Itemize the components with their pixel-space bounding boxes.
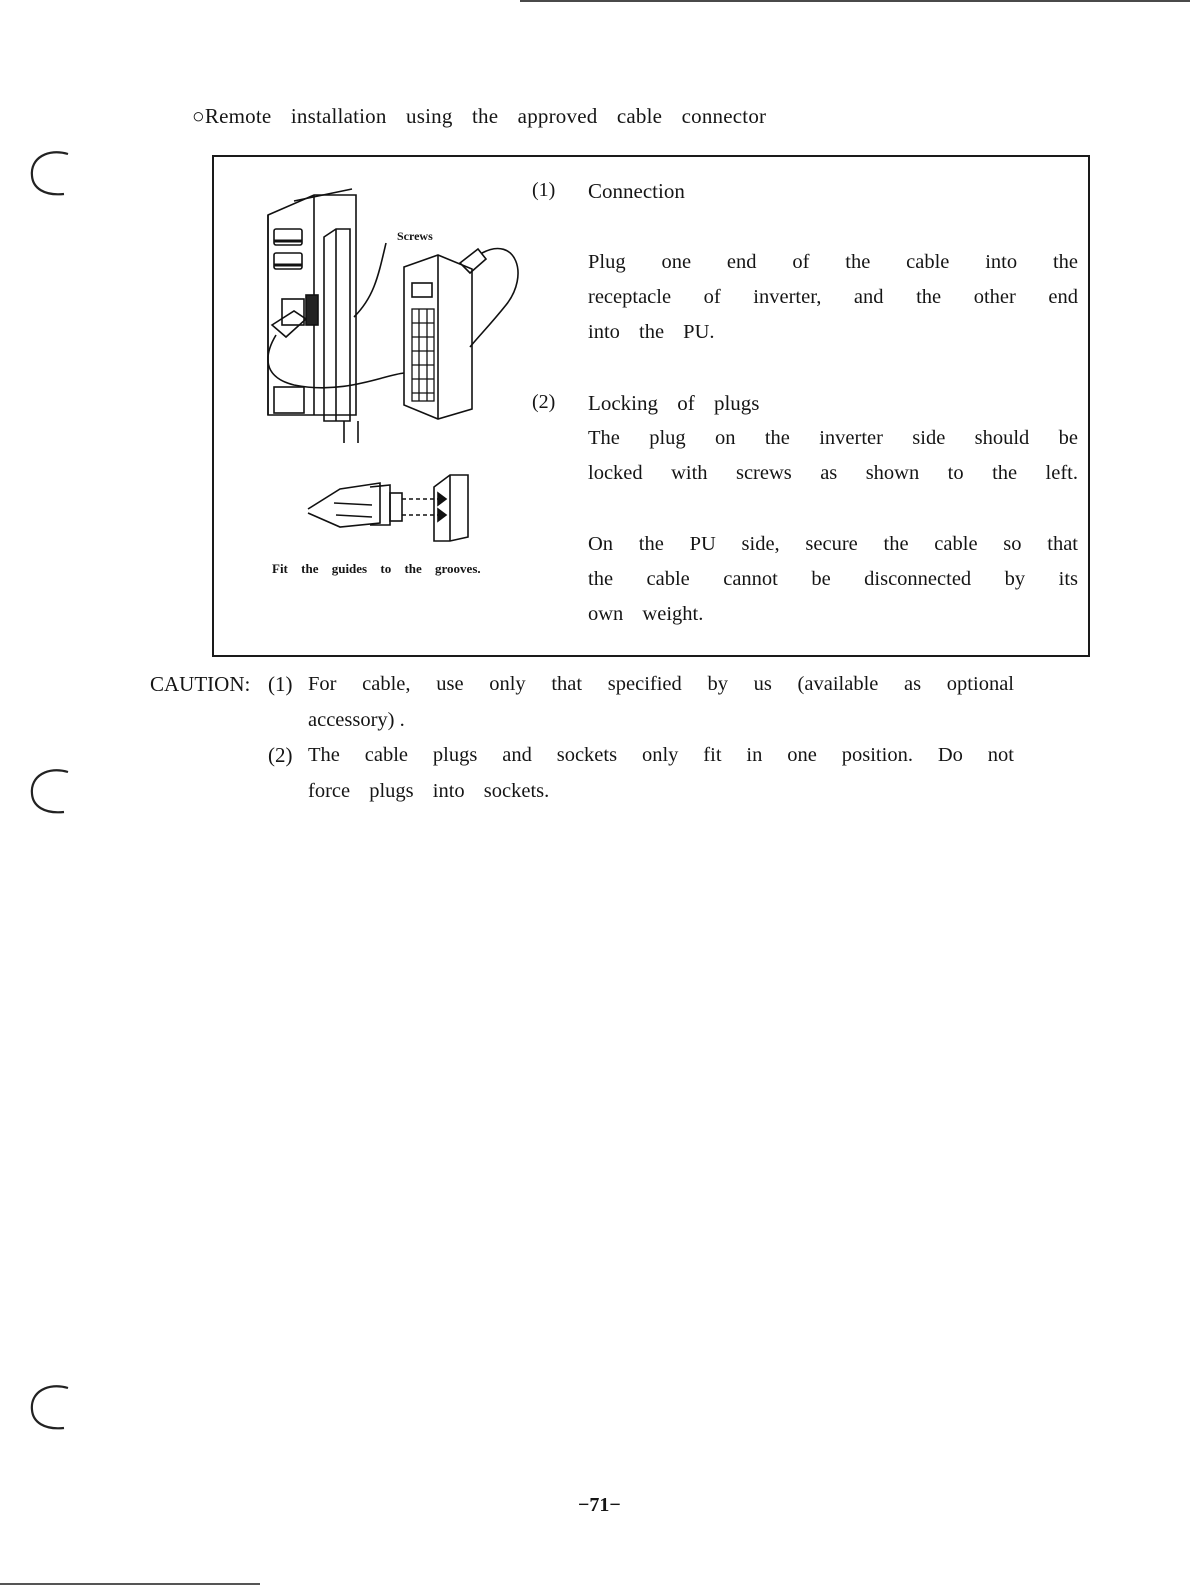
instruction-box	[212, 155, 1090, 657]
step-2-number: (2)	[532, 391, 556, 413]
step-1-number: (1)	[532, 179, 556, 201]
step-2-line-3: On the PU side, secure the cable so that	[588, 533, 1078, 555]
step-1-line-2: receptacle of inverter, and the other end	[588, 286, 1078, 308]
page-number: −71−	[578, 1494, 621, 1516]
caution-1-text	[308, 667, 1014, 738]
punch-hole-bottom	[20, 1380, 80, 1440]
step-2-line-2: locked with screws as shown to the left.	[588, 462, 1078, 484]
screws-label: Screws	[397, 229, 433, 243]
caution-2-line-2: force plugs into sockets.	[308, 779, 550, 802]
step-2-line-4: the cable cannot be disconnected by its	[588, 568, 1078, 590]
scan-edge-top	[520, 0, 1190, 2]
step-2-line-1: The plug on the inverter side should be	[588, 427, 1078, 449]
caution-1-line-1: For cable, use only that specified by us (available as optional	[308, 673, 1014, 695]
caution-1-line-2: accessory) .	[308, 708, 405, 731]
step-1-line-1: Plug one end of the cable into the	[588, 251, 1078, 273]
caution-2-line-1: The cable plugs and sockets only fit in one position. Do not	[308, 744, 1014, 766]
caution-label: CAUTION:	[150, 672, 251, 696]
caution-1-number: (1)	[268, 672, 293, 696]
cable-connection-illustration	[254, 187, 534, 587]
punch-hole-middle	[20, 764, 80, 824]
caution-2-number: (2)	[268, 743, 293, 767]
step-2-line-5: own weight.	[588, 603, 704, 625]
step-1-title: Connection	[588, 179, 685, 203]
scan-edge-bottom	[0, 1583, 260, 1585]
caution-2-text	[308, 738, 1014, 809]
section-heading: ○Remote installation using the approved cable connector	[192, 104, 767, 128]
figure-caption: Fit the guides to the grooves.	[272, 561, 481, 576]
punch-hole-top	[20, 146, 80, 206]
step-2-title: Locking of plugs	[588, 391, 760, 415]
step-1-line-3: into the PU.	[588, 321, 715, 343]
